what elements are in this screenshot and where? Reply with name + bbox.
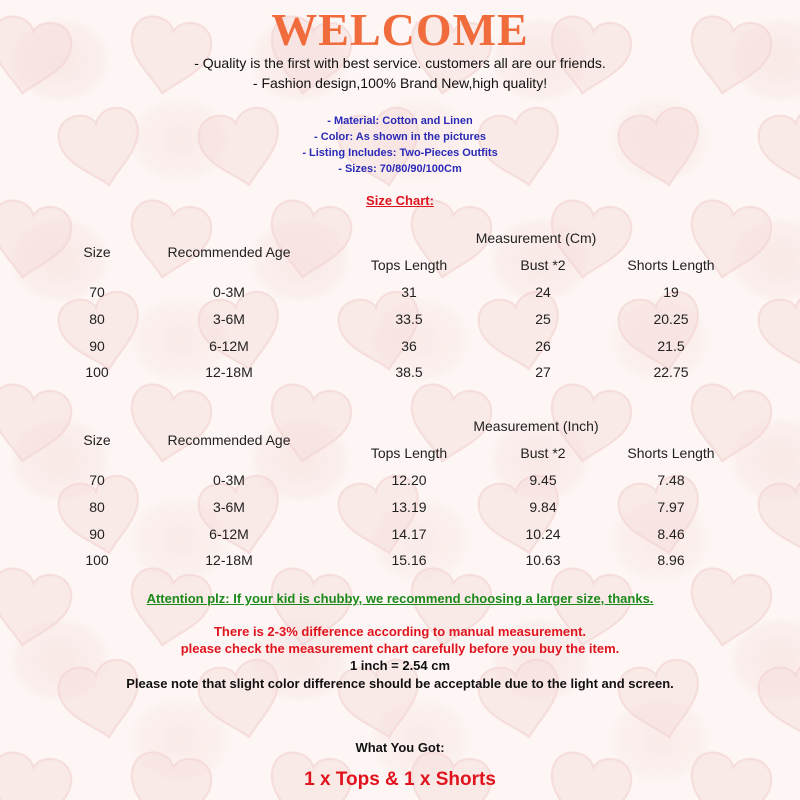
check-chart-warning: please check the measurement chart carefully before you buy the item. xyxy=(180,641,620,656)
table-cell: 9.45 xyxy=(529,472,557,488)
header-size: Size xyxy=(83,244,111,260)
table-cell: 70 xyxy=(89,472,105,488)
header-recommended-age: Recommended Age xyxy=(167,244,291,260)
size-chart-title: Size Chart: xyxy=(366,193,434,208)
inch-conversion-note: 1 inch = 2.54 cm xyxy=(349,658,451,673)
table-cell: 19 xyxy=(663,284,679,300)
spec-color: - Color: As shown in the pictures xyxy=(314,131,486,143)
table-cell: 9.84 xyxy=(529,499,557,515)
table-cell: 12.20 xyxy=(391,472,427,488)
header-shorts-length: Shorts Length xyxy=(627,257,715,273)
measurement-difference-warning: There is 2-3% difference according to manual measurement. xyxy=(213,624,587,639)
header-tops-length: Tops Length xyxy=(370,445,448,461)
table-cell: 80 xyxy=(89,311,105,327)
spec-material: - Material: Cotton and Linen xyxy=(327,115,473,127)
table-cell: 12-18M xyxy=(205,552,253,568)
attention-note: Attention plz: If your kid is chubby, we recommend choosing a larger size, thanks. xyxy=(146,591,654,606)
table-cell: 0-3M xyxy=(213,284,245,300)
package-contents: 1 x Tops & 1 x Shorts xyxy=(304,769,496,790)
table-cell: 90 xyxy=(89,526,105,542)
table-cell: 33.5 xyxy=(395,311,423,327)
table-cell: 7.97 xyxy=(657,499,685,515)
table-cell: 8.46 xyxy=(657,526,685,542)
table-cell: 8.96 xyxy=(657,552,685,568)
table-cell: 24 xyxy=(535,284,551,300)
table-cell: 10.63 xyxy=(525,552,561,568)
table-cell: 21.5 xyxy=(657,338,685,354)
color-difference-note: Please note that slight color difference should be acceptable due to the light and screen. xyxy=(126,676,674,691)
table-cell: 36 xyxy=(401,338,417,354)
measurement-label: Measurement (Cm) xyxy=(475,230,597,246)
welcome-title: WELCOME xyxy=(271,4,529,55)
header-tops-length: Tops Length xyxy=(370,257,448,273)
table-cell: 25 xyxy=(535,311,551,327)
table-cell: 6-12M xyxy=(209,338,249,354)
table-cell: 7.48 xyxy=(657,472,685,488)
table-cell: 0-3M xyxy=(213,472,245,488)
measurement-label: Measurement (Inch) xyxy=(473,418,599,434)
table-cell: 13.19 xyxy=(391,499,427,515)
table-cell: 3-6M xyxy=(213,499,245,515)
table-cell: 100 xyxy=(85,364,109,380)
header-bust: Bust *2 xyxy=(520,257,566,273)
spec-listing: - Listing Includes: Two-Pieces Outfits xyxy=(302,147,498,159)
spec-sizes: - Sizes: 70/80/90/100Cm xyxy=(338,163,462,175)
table-cell: 70 xyxy=(89,284,105,300)
header-bust: Bust *2 xyxy=(520,445,566,461)
table-cell: 31 xyxy=(401,284,417,300)
table-cell: 3-6M xyxy=(213,311,245,327)
table-cell: 10.24 xyxy=(525,526,561,542)
table-cell: 90 xyxy=(89,338,105,354)
table-cell: 15.16 xyxy=(391,552,427,568)
table-cell: 26 xyxy=(535,338,551,354)
table-cell: 6-12M xyxy=(209,526,249,542)
table-cell: 38.5 xyxy=(395,364,423,380)
header-shorts-length: Shorts Length xyxy=(627,445,715,461)
table-cell: 27 xyxy=(535,364,551,380)
table-cell: 12-18M xyxy=(205,364,253,380)
table-cell: 100 xyxy=(85,552,109,568)
table-cell: 14.17 xyxy=(391,526,427,542)
table-cell: 20.25 xyxy=(653,311,689,327)
intro-line-2: - Fashion design,100% Brand New,high quality! xyxy=(252,75,548,91)
header-size: Size xyxy=(83,432,111,448)
table-cell: 80 xyxy=(89,499,105,515)
what-you-got-title: What You Got: xyxy=(355,740,445,755)
table-cell: 22.75 xyxy=(653,364,689,380)
intro-line-1: - Quality is the first with best service. customers all are our friends. xyxy=(194,55,606,71)
header-recommended-age: Recommended Age xyxy=(167,432,291,448)
